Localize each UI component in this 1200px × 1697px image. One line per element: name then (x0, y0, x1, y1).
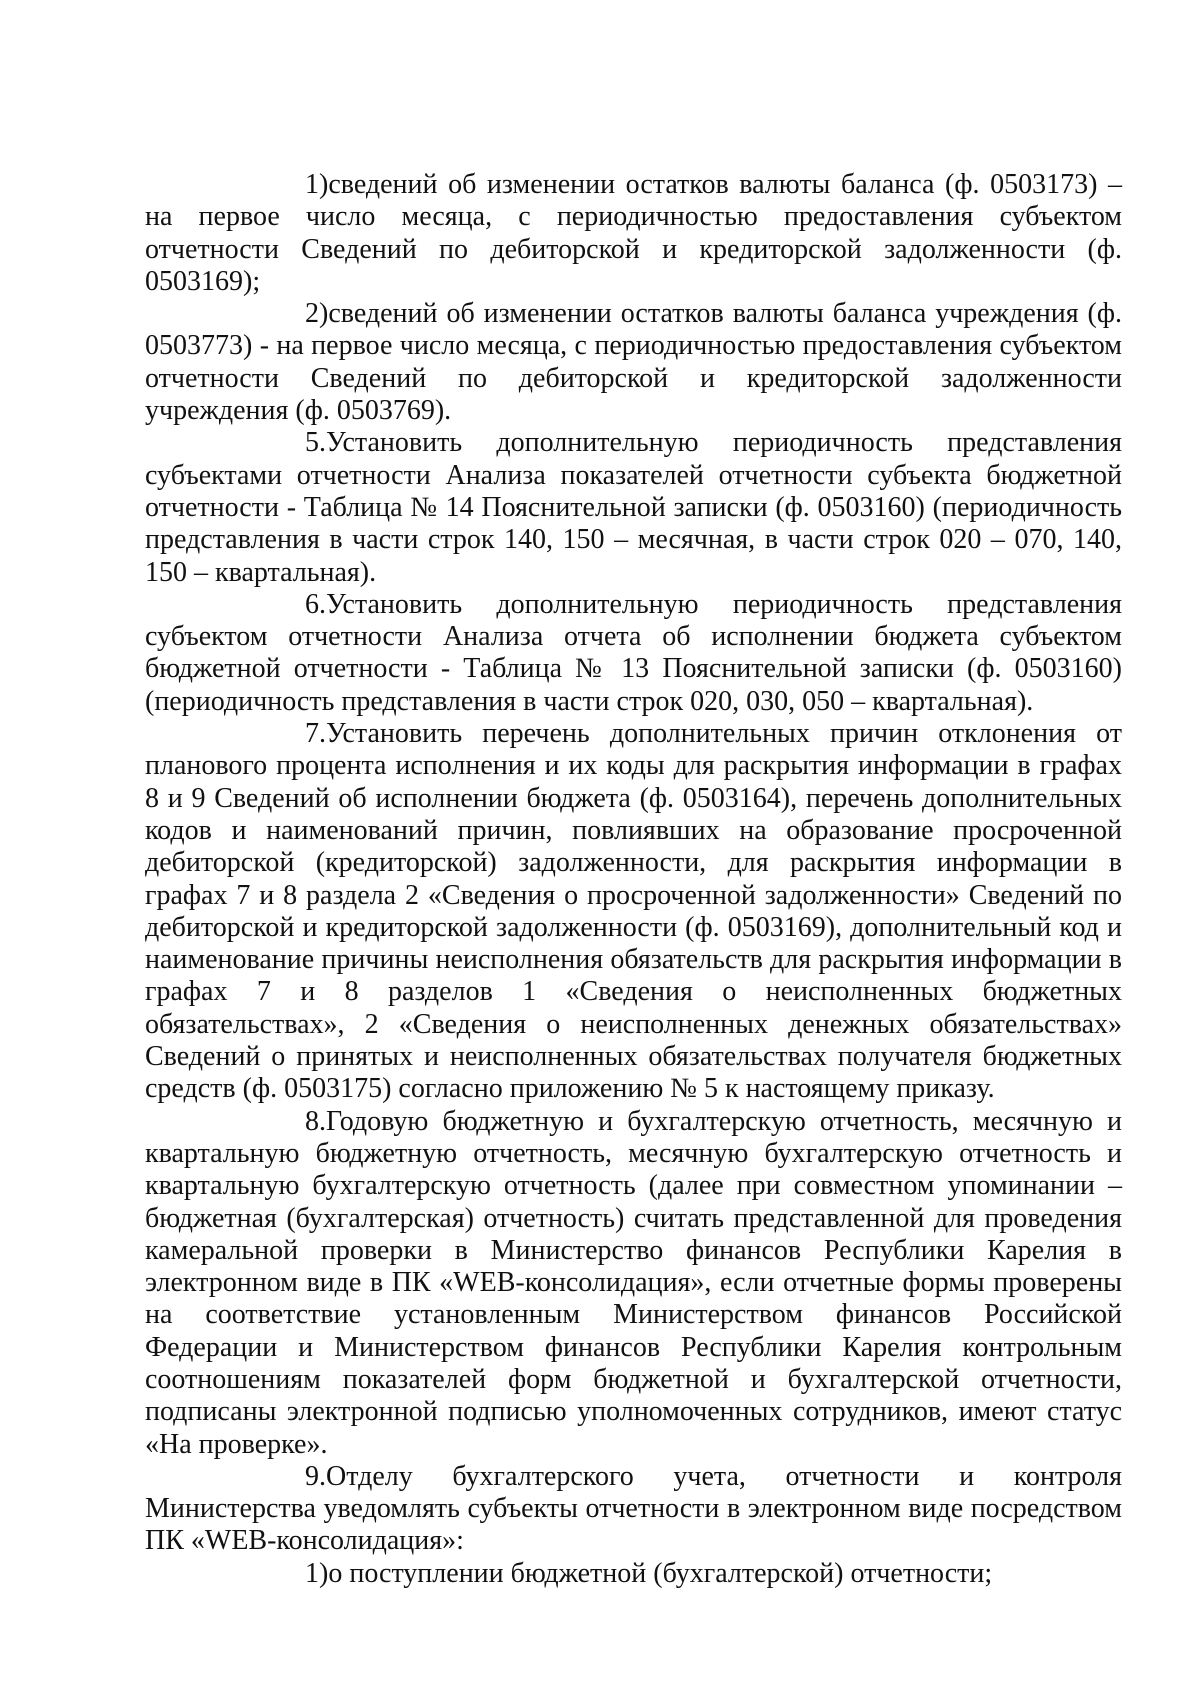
list-item-2 (145, 298, 1122, 427)
item-number: 2) (305, 298, 329, 330)
clause-8 (145, 1106, 1122, 1461)
list-item-1 (145, 169, 1122, 298)
item-text: о поступлении бюджетной (бухгалтерской) отчетности; (328, 1557, 993, 1589)
clause-number: 9. (305, 1460, 326, 1492)
clause-9 (145, 1461, 1122, 1558)
clause-7 (145, 718, 1122, 1106)
clause-text: Установить дополнительную периодичность представления субъектом отчетности Анализа отчета об исполнении бюджета субъектом бюджетной отчетности - Таблица № 13 Пояснительной записки (ф. 0503160) (периодичность представления в части строк 020, 030, 050 – квартальная). (145, 588, 1122, 717)
item-number: 1) (305, 169, 329, 200)
item-number: 1) (305, 1557, 329, 1589)
clause-number: 8. (305, 1105, 326, 1137)
clause-number: 5. (305, 427, 326, 459)
clause-number: 7. (305, 718, 326, 750)
clause-5 (145, 427, 1122, 588)
clause-text: Отделу бухгалтерского учета, отчетности и контроля Министерства уведомлять субъекты отчетности в электронном виде посредством ПК «WEB-консолидация»: (145, 1460, 1122, 1557)
clause-text: Установить дополнительную периодичность представления субъектами отчетности Анализа показателей отчетности субъекта бюджетной отчетности - Таблица № 14 Пояснительной записки (ф. 0503160) (периодичность представления в части строк 140, 150 – месячная, в части строк 020 – 070, 140, 150 – квартальная). (145, 427, 1122, 588)
clause-text: Годовую бюджетную и бухгалтерскую отчетность, месячную и квартальную бюджетную отчетность, месячную бухгалтерскую отчетность и квартальную бухгалтерскую отчетность (далее при совместном упоминании – бюджетная (бухгалтерская) отчетность) считать представленной для проведения камеральной проверки в Министерство финансов Республики Карелия в электронном виде в ПК «WEB-консолидация», если отчетные формы проверены на соответствие установленным Министерством финансов Российской Федерации и Министерством финансов Республики Карелия контрольным соотношениям показателей форм бюджетной и бухгалтерской отчетности, подписаны электронной подписью уполномоченных сотрудников, имеют статус «На проверке». (145, 1105, 1122, 1460)
clause-6 (145, 589, 1122, 718)
clause-text: Установить перечень дополнительных причин отклонения от планового процента исполнения и их коды для раскрытия информации в графах 8 и 9 Сведений об исполнении бюджета (ф. 0503164), перечень дополнительных кодов и наименований причин, повлиявших на образование просроченной дебиторской (кредиторской) задолженности, для раскрытия информации в графах 7 и 8 раздела 2 «Сведения о просроченной задолженности» Сведений по дебиторской и кредиторской задолженности (ф. 0503169), дополнительный код и наименование причины неисполнения обязательств для раскрытия информации в графах 7 и 8 разделов 1 «Сведения о неисполненных бюджетных обязательствах», 2 «Сведения о неисполненных денежных обязательствах» Сведений о принятых и неисполненных обязательствах получателя бюджетных средств (ф. 0503175) согласно приложению № 5 к настоящему приказу. (145, 718, 1122, 1105)
clause-number: 6. (305, 588, 326, 620)
list-item-9-1 (145, 1558, 1122, 1590)
document-body (145, 169, 1122, 1590)
item-text: сведений об изменении остатков валюты баланса учреждения (ф. 0503773) - на первое число месяца, с периодичностью предоставления субъектом отчетности Сведений по дебиторской и кредиторской задолженности учреждения (ф. 0503769). (145, 298, 1122, 427)
item-text: сведений об изменении остатков валюты баланса (ф. 0503173) – на первое число месяца, с периодичностью предоставления субъектом отчетности Сведений по дебиторской и кредиторской задолженности (ф. 0503169); (145, 169, 1122, 297)
